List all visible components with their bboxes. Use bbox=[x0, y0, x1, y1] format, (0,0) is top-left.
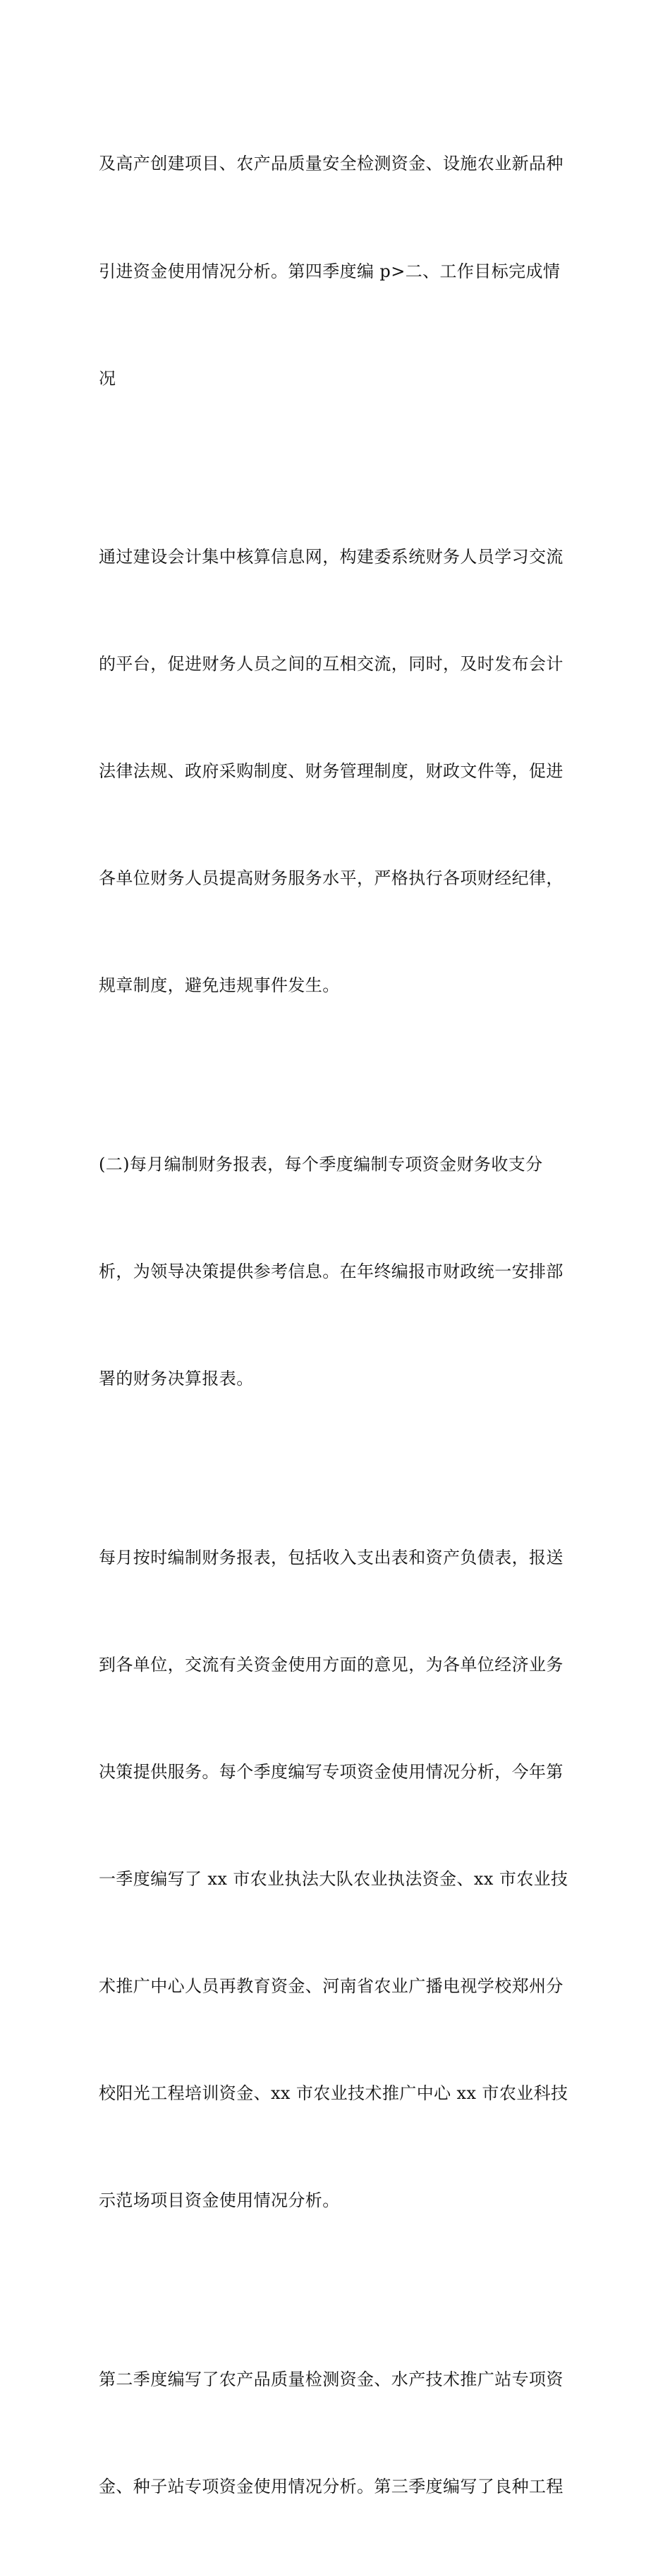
text-line: 到各单位，交流有关资金使用方面的意见，为各单位经济业务 bbox=[99, 1654, 564, 1675]
paragraph bbox=[99, 468, 575, 1076]
paragraph bbox=[99, 1468, 575, 2290]
text-line: 署的财务决算报表。 bbox=[99, 1369, 254, 1389]
text-line: 各单位财务人员提高财务服务水平，严格执行各项财经纪律， bbox=[99, 868, 564, 889]
text-line: 析，为领导决策提供参考信息。在年终编报市财政统一安排部 bbox=[99, 1262, 564, 1282]
text-line: 法律法规、政府采购制度、财务管理制度，财政文件等，促进 bbox=[99, 761, 564, 782]
text-line: 金、种子站专项资金使用情况分析。第三季度编写了良种工程 bbox=[99, 2476, 564, 2496]
text-line: 况 bbox=[99, 368, 116, 388]
text-line: 通过建设会计集中核算信息网，构建委系统财务人员学习交流 bbox=[99, 547, 564, 567]
text-line: (二)每月编制财务报表，每个季度编制专项资金财务收支分 bbox=[99, 1154, 543, 1174]
paragraph bbox=[99, 75, 575, 468]
text-line: 示范场项目资金使用情况分析。 bbox=[99, 2190, 340, 2211]
paragraph bbox=[99, 1076, 575, 1469]
text-line: 校阳光工程培训资金、xx 市农业技术推广中心 xx 市农业科技 bbox=[99, 2083, 568, 2104]
text-line: 引进资金使用情况分析。第四季度编 p>二、工作目标完成情 bbox=[99, 261, 561, 281]
text-line: 及高产创建项目、农产品质量安全检测资金、设施农业新品种 bbox=[99, 154, 564, 174]
text-line: 每月按时编制财务报表，包括收入支出表和资产负债表，报送 bbox=[99, 1547, 564, 1567]
text-line: 决策提供服务。每个季度编写专项资金使用情况分析，今年第 bbox=[99, 1761, 564, 1782]
paragraph bbox=[99, 2290, 575, 2576]
text-line: 规章制度，避免违规事件发生。 bbox=[99, 975, 340, 996]
text-line: 术推广中心人员再教育资金、河南省农业广播电视学校郑州分 bbox=[99, 1976, 564, 1997]
document-page bbox=[99, 75, 575, 2576]
text-line: 的平台，促进财务人员之间的互相交流，同时，及时发布会计 bbox=[99, 654, 564, 674]
text-line: 一季度编写了 xx 市农业执法大队农业执法资金、xx 市农业技 bbox=[99, 1868, 568, 1889]
text-line: 第二季度编写了农产品质量检测资金、水产技术推广站专项资 bbox=[99, 2369, 564, 2389]
